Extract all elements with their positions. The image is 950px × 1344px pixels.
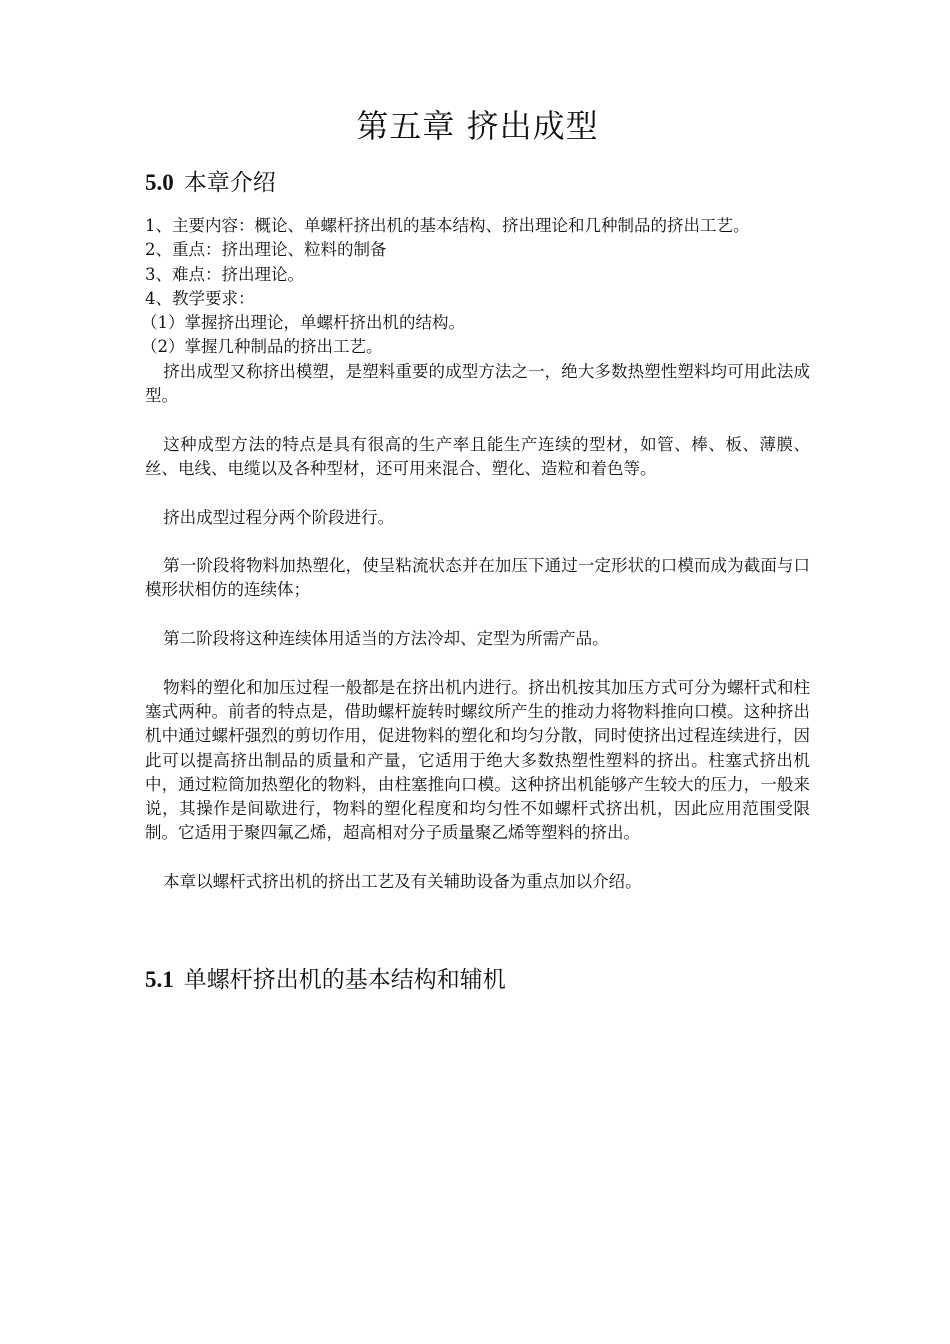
body-paragraph: 挤出成型过程分两个阶段进行。 — [163, 507, 395, 527]
section-title: 本章介绍 — [183, 170, 276, 196]
intro-list-item: 2、重点：挤出理论、粒料的制备 — [145, 240, 387, 260]
body-paragraph: 物料的塑化和加压过程一般都是在挤出机内进行。挤出机按其加压方式可分为螺杆式和柱塞式两种。前者的特点是，借助螺杆旋转时螺纹所产生的推动力将物料推向口模。这种挤出机中通过螺杆强烈的剪切作用，促进物料的塑化和均匀分散，同时使挤出过程连续进行，因此可以提高挤出制品的质量和产量，它适用于绝大多数热塑性塑料的挤出。柱塞式挤出机中，通过粒筒加热塑化的物料，由柱塞推向口模。这种挤出机能够产生较大的压力，一般来说，其操作是间歇进行，物料的塑化程度和均匀性不如螺杆式挤出机，因此应用范围受限制。它适用于聚四氟乙烯，超高相对分子质量聚乙烯等塑料的挤出。 — [145, 677, 810, 843]
section-title: 单螺杆挤出机的基本结构和辅机 — [183, 967, 506, 993]
body-paragraph: 这种成型方法的特点是具有很高的生产率且能生产连续的型材，如管、棒、板、薄膜、丝、电线、电缆以及各种型材，还可用来混合、塑化、造粒和着色等。 — [145, 434, 810, 478]
section-number: 5.0 — [145, 170, 174, 195]
body-paragraph: 本章以螺杆式挤出机的挤出工艺及有关辅助设备为重点加以介绍。 — [163, 872, 642, 892]
body-paragraph: 第一阶段将物料加热塑化，使呈粘流状态并在加压下通过一定形状的口模而成为截面与口模形状相仿的连续体； — [145, 556, 810, 600]
body-paragraph: 第二阶段将这种连续体用适当的方法冷却、定型为所需产品。 — [163, 629, 609, 649]
intro-list-item: 3、难点：挤出理论。 — [145, 264, 304, 284]
section-heading-next — [145, 964, 506, 996]
intro-list-item: （2）掌握几种制品的挤出工艺。 — [141, 337, 383, 357]
intro-list-item: （1）掌握挤出理论，单螺杆挤出机的结构。 — [141, 313, 465, 333]
intro-list-item: 4、教学要求： — [145, 288, 255, 308]
chapter-title: 第五章 挤出成型 — [356, 107, 599, 145]
section-number: 5.1 — [145, 967, 174, 992]
intro-list-item: 1、主要内容：概论、单螺杆挤出机的基本结构、挤出理论和几种制品的挤出工艺。 — [145, 216, 750, 235]
body-paragraph: 挤出成型又称挤出模塑，是塑料重要的成型方法之一，绝大多数热塑性塑料均可用此法成型。 — [145, 361, 810, 406]
section-heading-intro — [145, 167, 276, 199]
chapter-body — [141, 214, 810, 894]
